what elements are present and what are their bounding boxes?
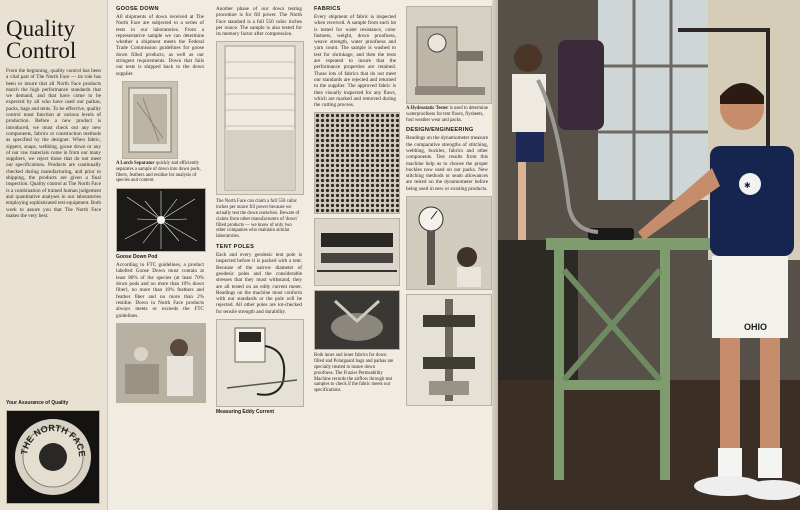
badge-text: THE NORTH FACE (19, 422, 88, 458)
goose-down-heading: GOOSE DOWN (116, 6, 159, 12)
fabrics-heading: FABRICS (314, 6, 341, 12)
lorch-caption-title: A Lorch Separator (116, 160, 155, 166)
design-heading: DESIGN/ENGINEERING (406, 127, 474, 134)
hydrostatic-caption-text: is used to determine waterproofness for tent floors, flysheets, foul weather wear and packs. (406, 106, 488, 123)
lab-worker-icon (117, 324, 205, 402)
fabric-weave-icon (315, 113, 399, 213)
intro-column (0, 0, 108, 510)
north-face-badge-photo (6, 410, 100, 504)
intro-text: From the beginning, quality control has been a vital part of The North Face — its role has been to insure that all North Face products match the high performance standards that we demand, and that have come to be expected by all who have used our parkas, packs, bags and tents. To be effective, quality control must function at various levels of production. Before a new product is introduced, we must check out any new components, fabrics or construction methods as specified by the designer. When fabric, zippers, snaps, webbing, goose down or any of our raw materials come in from our many suppliers, we reject those that do not meet our specifications. Products are continually checked during manufacturing, and prior to shipping, the products are given a final inspection. Quality control at The North Face is a combination of trained human judgement and quantitative analyses in our laboratories employing sophisticated test equipment. Both work to assure you that The North Face makes the very best. (6, 68, 101, 219)
hydrostatic-tester-icon (407, 7, 491, 103)
design-text: Readings on the dynamometer measure the comparative strengths of stitching, webbing, buckles, fabrics and other components. Test results from this machine help us to choose the proper buckles now used on our packs. New stitching methods or seam allowances are tested on the dynamometer before being used in new or existing products. (406, 135, 488, 192)
dynamometer-icon (407, 197, 491, 289)
fabrics-caption (314, 353, 396, 394)
down-pod-icon (117, 189, 205, 251)
fill-power-text: Another phase of our down testing procedure is for fill power. The North Face standard is a full 550 cubic inches per ounce. The sample is also tested for its memory factor after compression. (216, 6, 302, 38)
lorch-caption-text: quickly and efficiently separates a sample of down into down pods, fibers, feathers and residue for analysis of species and content. (116, 160, 201, 184)
right-page-photo (498, 0, 800, 510)
eddy-meter-icon (217, 320, 303, 406)
shorts-lettering: OHIO (744, 322, 768, 332)
down-pod-caption: Goose Down Pod (116, 254, 158, 261)
lorch-separator-icon (123, 82, 177, 158)
lorch-separator-photo (122, 81, 178, 159)
hydrostatic-caption-title: A Hydrostatic Tester (406, 106, 449, 111)
assurance-label: Your Assurance of Quality (6, 400, 69, 406)
title-line-2: Control (6, 38, 77, 63)
title-line-1: Quality (6, 16, 75, 41)
pack-tester-icon (407, 295, 491, 405)
assurance-block (6, 400, 102, 504)
fill-power-caption: The North Face can claim a full 550 cubic inches per ounce fill power because we actually test the down ourselves. Beware of claims from other manufacturers of 'down' filled products — we know of only two other companies who maintain similar laboratories. (216, 199, 300, 240)
hydrostatic-caption (406, 106, 488, 123)
goose-down-pod-photo (116, 188, 206, 252)
eddy-current-caption: Measuring Eddy Current (216, 409, 275, 416)
goose-down-column (112, 0, 208, 510)
hydrostatic-tester-photo (406, 6, 492, 104)
tent-poles-heading: TENT POLES (216, 244, 255, 251)
goose-down-text: All shipments of down received at The North Face are subjected to a series of tests in our laboratories. From a representative sample we can determine whether a shipment meets the Federal Trade Commission guidelines for goose down filled products, as well as our stringent requirements. Down that fails our tests is shipped back to the down supplier. (116, 14, 204, 77)
fabrics-column (310, 0, 400, 510)
shirt-logo: ✱ (744, 181, 751, 190)
tent-poles-text: Each and every geodesic tent pole is inspected before it is packed with a tent. Because of the narrow diameter of geodesic poles and the considerable stresses that they must withstand, they are all tested on an eddy current meter. Readings on the machine must conform with our standards or the pole will be rejected. All other poles are lot-checked for tensile strength and durability. (216, 252, 302, 315)
loft-cylinder-photo (216, 41, 304, 195)
loft-column (212, 0, 306, 510)
dynamometer-photo (406, 196, 492, 290)
badge-icon (7, 411, 99, 503)
ftc-guidelines-text: According to FTC guidelines, a product labelled Goose Down must contain at least 80% of the species (at least 70% down pods and no more than 10% down fiber), no more than 10% feathers and feather fiber and no more than 2% residue. Down in North Face products always meets or exceeds the FTC guidelines. (116, 262, 204, 319)
frazier-machine-photo (314, 290, 400, 350)
eddy-current-photo (216, 319, 304, 407)
fabrics-text: Every shipment of fabric is inspected when received. A sample from each lot is tested for water resistance, color fastness, weight, down proofness, weave strength, water proofness and yarn count. The sample is washed to test for shrinkage, and then the tests are repeated to insure that the performance properties are retained. Those lots of fabrics that do not meet our standards are rejected and returned to the supplier. The approved fabric is then visually inspected for any flaws, which are marked and removed during the cutting process. (314, 14, 396, 109)
lorch-caption (116, 161, 204, 184)
lab-worker-photo (116, 323, 206, 403)
pole-tester-icon (315, 219, 399, 285)
fabrics-caption-text: Both inner and inner fabrics for down filled and Polarguard bags and parkas are specially treated to insure down proofness. The Frazier Permeability Machine records the airflow through test samples to check if the fabric meets our specifications. (314, 353, 394, 394)
loft-cylinder-icon (217, 42, 303, 194)
design-column (402, 0, 492, 510)
treadmill-test-photo (498, 0, 800, 510)
pole-tester-photo (314, 218, 400, 286)
frazier-icon (315, 291, 399, 349)
page-title (6, 18, 101, 62)
fabric-weave-photo (314, 112, 400, 214)
pack-tester-photo (406, 294, 492, 406)
